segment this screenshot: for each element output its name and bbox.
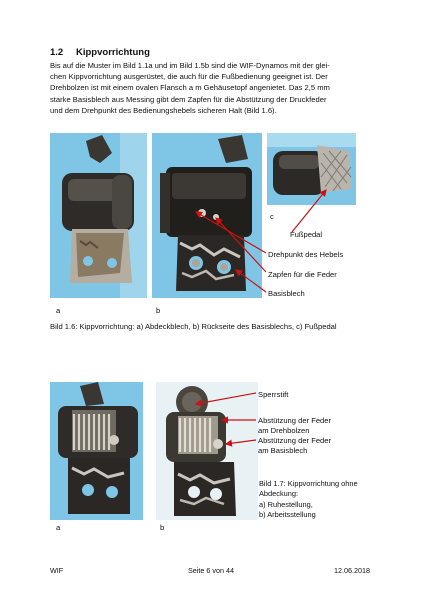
- paragraph-line: Drehbolzen ist mit einem ovalen Flansch a m Gehäusetopf angenietet. Das 2,5 mm: [50, 83, 330, 93]
- label-drehbolzen-line1: Abstützung der Feder: [258, 416, 332, 425]
- photo-fig16-c-foot-pedal: [267, 133, 356, 205]
- label-drehbolzen-line2: am Drehbolzen: [258, 426, 310, 435]
- panel-label-a: a: [56, 523, 61, 532]
- body-paragraph: [50, 60, 380, 116]
- label-drehpunkt: Drehpunkt des Hebels: [268, 250, 344, 259]
- photo-fig17-b-working-position: [156, 382, 258, 520]
- label-basisblech-line2: am Basisblech: [258, 446, 308, 455]
- panel-label-c: c: [270, 212, 274, 221]
- footer-date: 12.06.2018: [334, 566, 370, 575]
- photo-fig17-a-rest-position: [50, 382, 143, 520]
- caption-line: b) Arbeitsstellung: [259, 510, 316, 520]
- section-number: 1.2: [50, 47, 64, 58]
- paragraph-line: chen Kippvorrichtung ausgerüstet, die auch für die Fußbedienung geeignet ist. Der: [50, 72, 328, 82]
- paragraph-line: starke Basisblech aus Messing gibt dem Zapfen für die Abstützung der Druckfeder: [50, 94, 327, 104]
- footer-left: WIF: [50, 566, 64, 575]
- figure-caption-1-7: [259, 479, 379, 521]
- caption-line: Abdeckung:: [259, 489, 299, 499]
- photo-fig16-b-base-plate-back: [152, 133, 262, 298]
- section-title: Kippvorrichtung: [76, 47, 150, 58]
- label-zapfen: Zapfen für die Feder: [268, 270, 337, 279]
- label-sperrstift: Sperrstift: [258, 390, 289, 399]
- label-fusspedal: Fußpedal: [290, 230, 323, 239]
- panel-label-b: b: [156, 306, 161, 315]
- paragraph-line: und dem Drehpunkt des Bedienungshebels sicheren Halt (Bild 1.6).: [50, 105, 277, 115]
- footer-page-number: Seite 6 von 44: [188, 566, 234, 575]
- label-basisblech-line1: Abstützung der Feder: [258, 436, 332, 445]
- label-basisblech: Basisblech: [268, 289, 305, 298]
- section-heading: [50, 47, 150, 58]
- figure-caption-1-6: Bild 1.6: Kippvorrichtung: a) Abdeckblech, b) Rückseite des Basisblechs, c) Fußpedal: [50, 322, 337, 331]
- caption-line: a) Ruhestellung,: [259, 499, 313, 509]
- panel-label-a: a: [56, 306, 61, 315]
- panel-label-b: b: [160, 523, 165, 532]
- photo-fig16-a-cover-plate: [50, 133, 147, 298]
- caption-line: Bild 1.7: Kippvorrichtung ohne: [259, 479, 358, 488]
- paragraph-line: Bis auf die Muster im Bild 1.1a und im Bild 1.5b sind die WIF-Dynamos mit der glei-: [50, 61, 330, 70]
